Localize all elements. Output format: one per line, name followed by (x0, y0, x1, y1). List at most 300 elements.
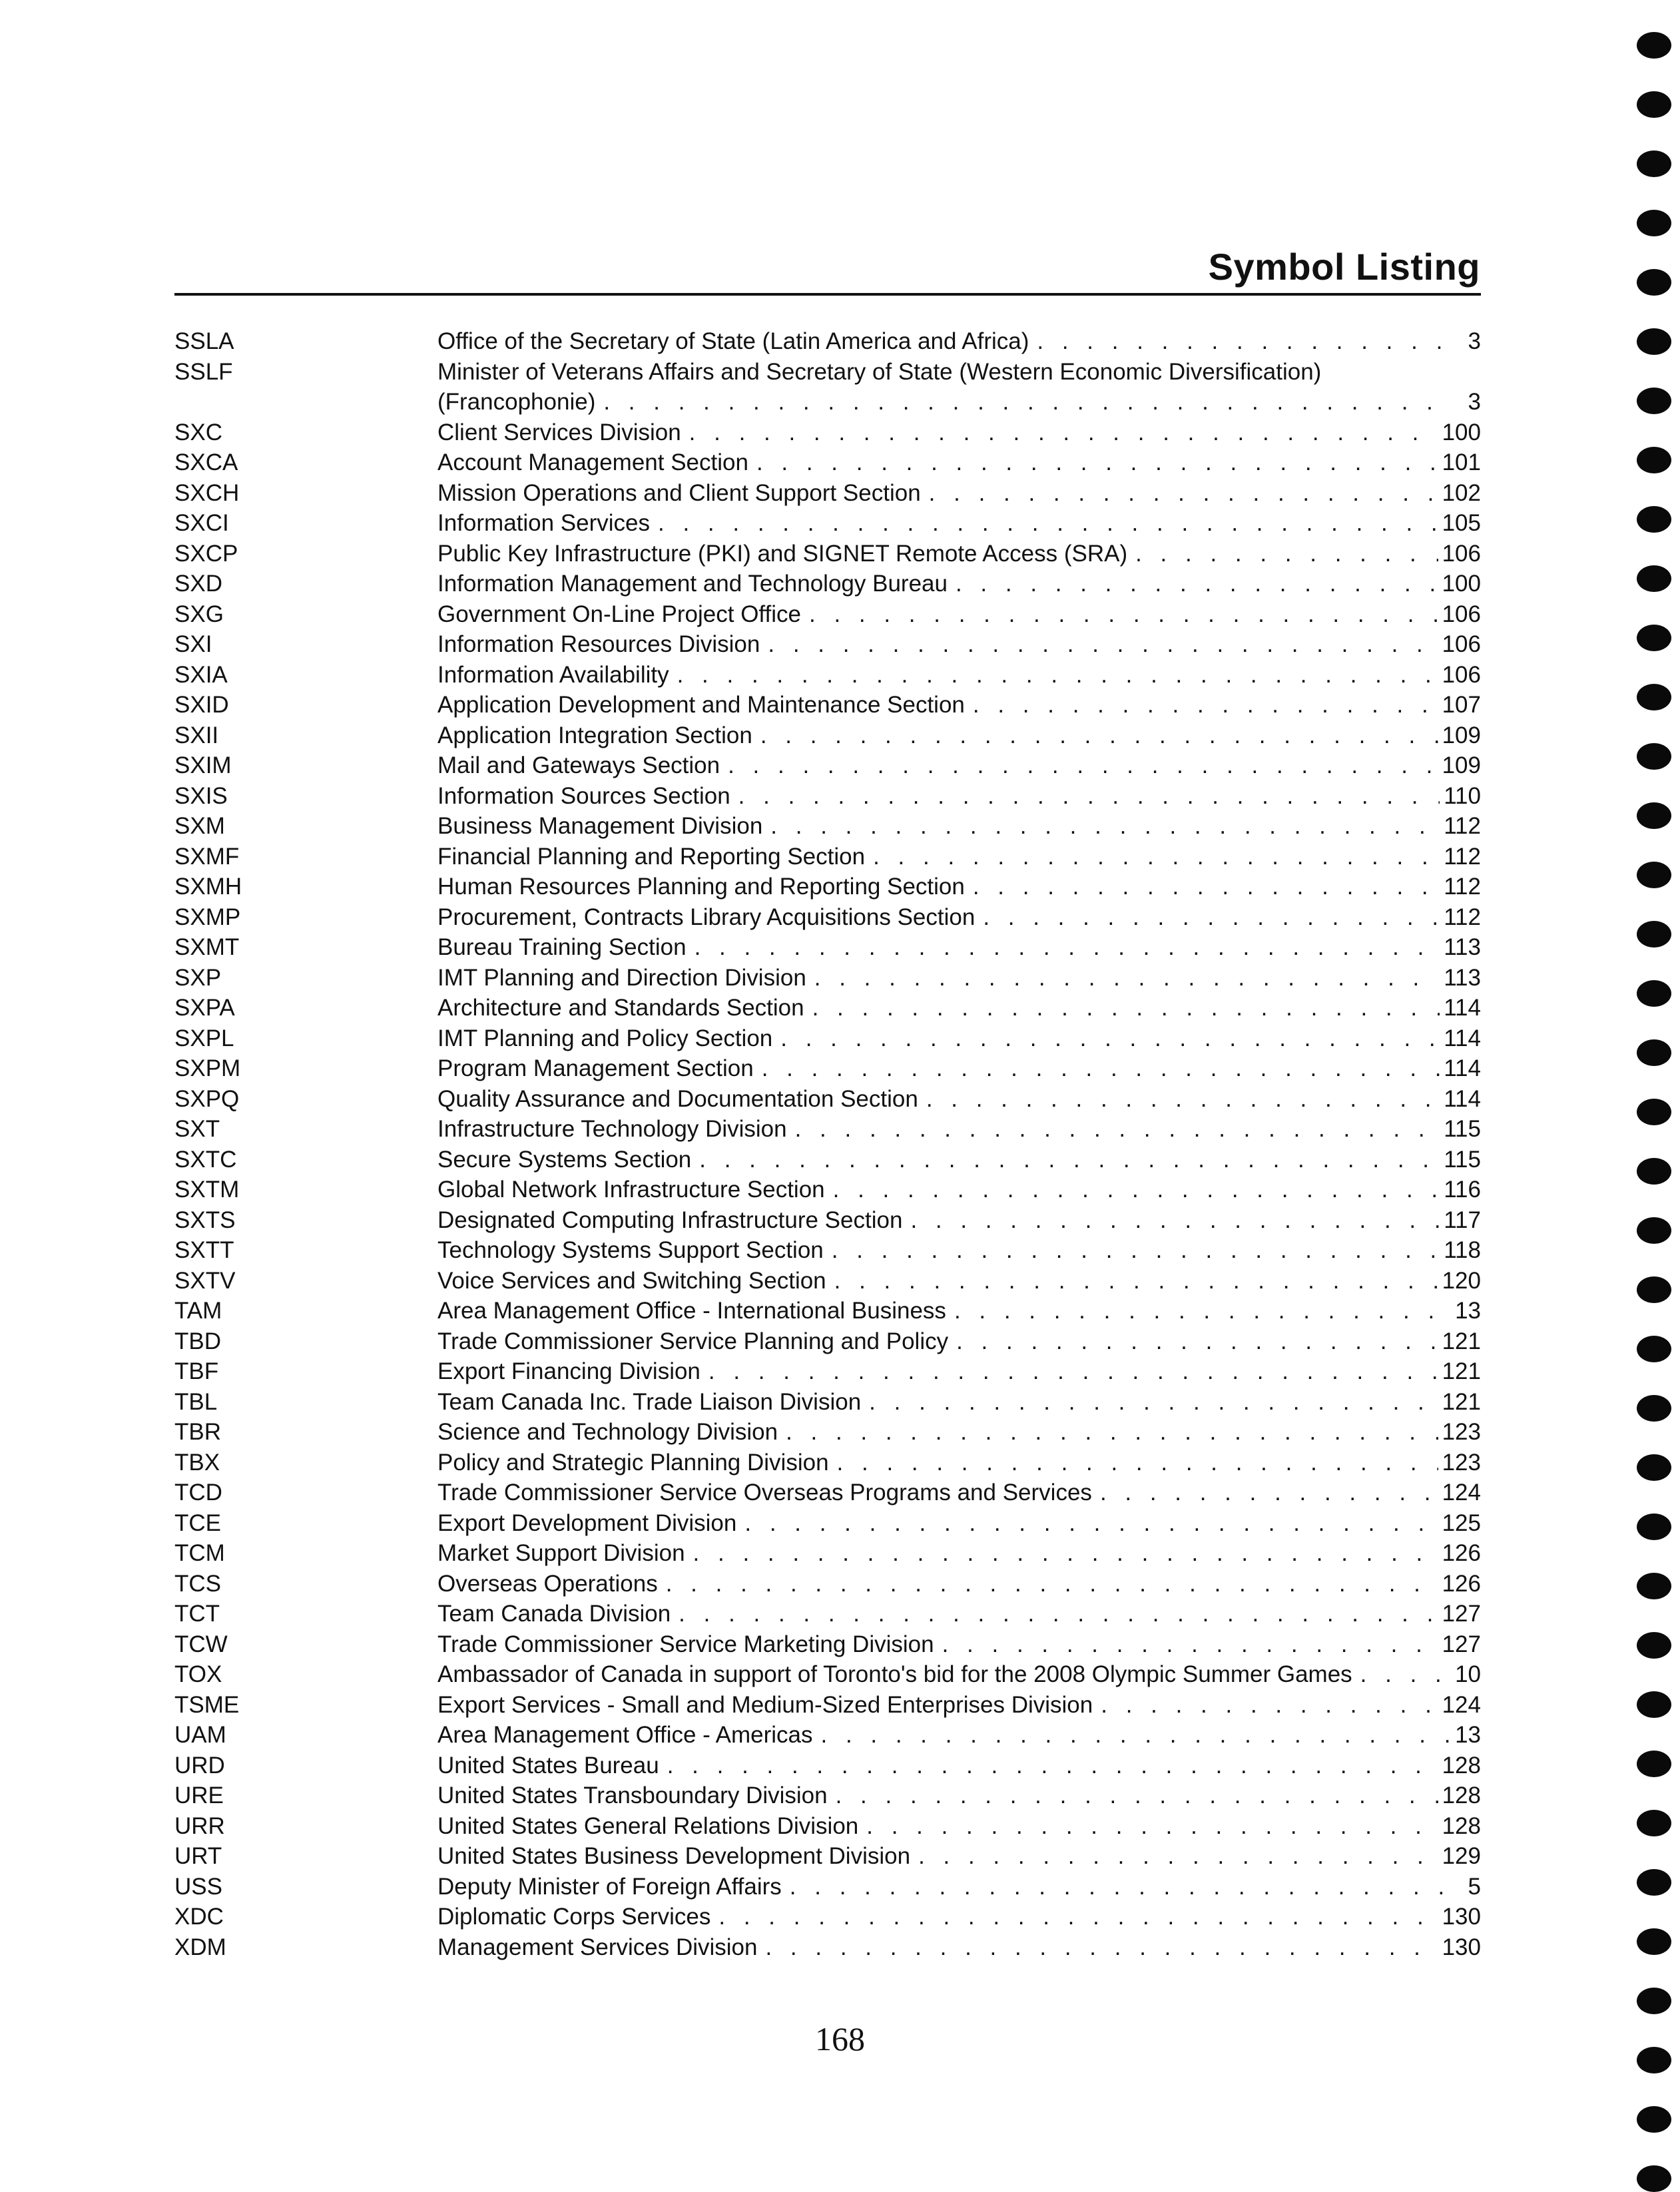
entry-description (437, 326, 1481, 357)
entry-description (437, 1629, 1481, 1660)
description-text: Government On-Line Project Office (437, 601, 801, 627)
description-text: Mission Operations and Client Support Section (437, 479, 921, 506)
symbol-code: URT (174, 1843, 222, 1869)
description-text: Voice Services and Switching Section (437, 1267, 826, 1294)
description-line (437, 872, 1481, 902)
description-text: Export Development Division (437, 1509, 737, 1536)
symbol-code: SSLF (174, 358, 233, 385)
list-item (174, 1478, 1481, 1508)
description-text: Quality Assurance and Documentation Section (437, 1085, 918, 1112)
dot-leader (760, 720, 1438, 751)
dot-leader (973, 690, 1438, 720)
description-text: Trade Commissioner Service Planning and Policy (437, 1328, 949, 1354)
description-text: Application Development and Maintenance Section (437, 692, 965, 718)
page-reference: 120 (1442, 1267, 1481, 1294)
list-item (174, 447, 1481, 478)
page-title: Symbol Listing (1208, 246, 1480, 288)
list-item (174, 1751, 1481, 1781)
description-text: United States Transboundary Division (437, 1782, 828, 1808)
description-line (437, 1023, 1481, 1054)
dot-leader (658, 508, 1438, 539)
list-item (174, 993, 1481, 1023)
symbol-code: SXIA (174, 661, 228, 688)
description-text: United States General Relations Division (437, 1812, 859, 1839)
list-item (174, 569, 1481, 599)
page-reference: 113 (1444, 934, 1481, 960)
list-item (174, 1690, 1481, 1721)
list-item (174, 1417, 1481, 1448)
list-item (174, 690, 1481, 720)
page-reference: 124 (1442, 1691, 1481, 1718)
entry-description (437, 963, 1481, 993)
dot-leader (821, 1720, 1451, 1751)
list-item (174, 1811, 1481, 1842)
description-text: Ambassador of Canada in support of Toronto's bid for the 2008 Olympic Summer Games (437, 1661, 1352, 1687)
description-line (437, 1720, 1481, 1751)
description-text: Export Services - Small and Medium-Sized Enterprises Division (437, 1691, 1093, 1718)
symbol-code: SXCH (174, 479, 240, 506)
symbol-code: TCT (174, 1601, 220, 1627)
symbol-code: SXMH (174, 874, 242, 900)
page-reference: 3 (1468, 328, 1481, 354)
symbol-code: TCW (174, 1631, 228, 1657)
dot-leader (768, 629, 1438, 660)
description-text: Team Canada Division (437, 1601, 671, 1627)
page-reference: 114 (1444, 1025, 1481, 1051)
list-item (174, 1781, 1481, 1811)
page-reference: 124 (1442, 1480, 1481, 1506)
description-line (437, 1266, 1481, 1296)
page-reference: 106 (1442, 540, 1481, 567)
page-reference: 106 (1442, 631, 1481, 657)
entry-description (437, 417, 1481, 448)
description-text: Account Management Section (437, 449, 748, 475)
symbol-code: TOX (174, 1661, 222, 1687)
page-reference: 115 (1444, 1146, 1481, 1173)
description-line (437, 599, 1481, 630)
description-text: Information Management and Technology Bureau (437, 571, 948, 597)
list-item (174, 1932, 1481, 1963)
description-line (437, 1205, 1481, 1236)
symbol-code: URE (174, 1782, 224, 1808)
description-line (437, 387, 1481, 417)
description-line (437, 690, 1481, 720)
entry-description (437, 1356, 1481, 1387)
description-line (437, 447, 1481, 478)
dot-leader (832, 1235, 1440, 1266)
list-item (174, 1538, 1481, 1569)
binding-hole (1637, 388, 1671, 414)
page-reference: 121 (1442, 1328, 1481, 1354)
entry-description (437, 1538, 1481, 1569)
dot-leader (918, 1841, 1438, 1872)
dot-leader (780, 1023, 1440, 1054)
description-line (437, 1932, 1481, 1963)
dot-leader (718, 1902, 1438, 1932)
description-line (437, 993, 1481, 1023)
description-line (437, 1387, 1481, 1418)
symbol-code: SXC (174, 419, 222, 445)
binding-hole (1637, 1454, 1671, 1481)
page-reference: 128 (1442, 1812, 1481, 1839)
entry-description (437, 1205, 1481, 1236)
page-reference: 114 (1444, 1085, 1481, 1112)
description-text: Information Sources Section (437, 782, 730, 809)
page-reference: 112 (1444, 843, 1481, 870)
symbol-code: SXT (174, 1116, 220, 1142)
description-line (437, 478, 1481, 509)
description-text: Financial Planning and Reporting Section (437, 843, 866, 870)
description-text: Area Management Office - International Business (437, 1298, 946, 1324)
binding-hole (1637, 1099, 1671, 1125)
binding-hole (1637, 2047, 1671, 2073)
entry-description (437, 811, 1481, 842)
page-reference: 115 (1444, 1116, 1481, 1142)
page-reference: 101 (1442, 449, 1481, 475)
binding-hole (1637, 980, 1671, 1007)
dot-leader (873, 842, 1440, 872)
dot-leader (809, 599, 1438, 630)
dot-leader (728, 750, 1438, 781)
description-line (437, 326, 1481, 357)
page-reference: 5 (1468, 1873, 1481, 1900)
binding-hole (1637, 210, 1671, 236)
entry-description (437, 1478, 1481, 1508)
description-text: Client Services Division (437, 419, 681, 445)
dot-leader (677, 660, 1438, 690)
dot-leader (679, 1599, 1438, 1629)
description-line (437, 1356, 1481, 1387)
description-text: Trade Commissioner Service Marketing Division (437, 1631, 934, 1657)
list-item (174, 357, 1481, 417)
symbol-code: URD (174, 1752, 225, 1779)
list-item (174, 1720, 1481, 1751)
page-reference: 3 (1468, 389, 1481, 415)
description-line (437, 539, 1481, 569)
description-line (437, 1478, 1481, 1508)
page-reference: 130 (1442, 1904, 1481, 1930)
dot-leader (756, 447, 1438, 478)
list-item (174, 1356, 1481, 1387)
symbol-code: TAM (174, 1298, 222, 1324)
page-reference: 105 (1442, 510, 1481, 536)
page-reference: 129 (1442, 1843, 1481, 1869)
symbol-code: TCM (174, 1540, 225, 1566)
description-text: Management Services Division (437, 1934, 758, 1960)
list-item (174, 417, 1481, 448)
dot-leader (973, 872, 1440, 902)
symbol-code: SXTC (174, 1146, 237, 1173)
description-text: (Francophonie) (437, 389, 596, 415)
page-reference: 118 (1444, 1237, 1481, 1263)
description-line (437, 1053, 1481, 1084)
dot-leader (1037, 326, 1450, 357)
description-line (437, 1690, 1481, 1721)
list-item (174, 720, 1481, 751)
binding-hole (1637, 150, 1671, 177)
symbol-code: SXPA (174, 995, 235, 1021)
description-text: United States Business Development Division (437, 1843, 911, 1869)
list-item (174, 750, 1481, 781)
symbol-code: TBD (174, 1328, 221, 1354)
description-text: Information Services (437, 510, 651, 536)
entry-description (437, 932, 1481, 963)
entry-description (437, 993, 1481, 1023)
dot-leader (667, 1751, 1438, 1781)
description-text: Information Resources Division (437, 631, 760, 657)
entry-description (437, 1053, 1481, 1084)
dot-leader (836, 1781, 1438, 1811)
list-item (174, 599, 1481, 630)
description-text: Trade Commissioner Service Overseas Programs and Services (437, 1480, 1092, 1506)
header-rule (174, 293, 1481, 296)
description-line (437, 508, 1481, 539)
list-item (174, 1629, 1481, 1660)
dot-leader (837, 1448, 1438, 1478)
page-reference: 10 (1455, 1661, 1481, 1687)
binding-hole (1637, 1573, 1671, 1599)
page-reference: 126 (1442, 1540, 1481, 1566)
entry-description (437, 569, 1481, 599)
symbol-code: TCE (174, 1509, 221, 1536)
symbol-code: USS (174, 1873, 222, 1900)
description-line (437, 1811, 1481, 1842)
entry-description (437, 357, 1481, 417)
symbol-code: TCS (174, 1570, 221, 1597)
entry-description (437, 447, 1481, 478)
description-line (437, 1538, 1481, 1569)
list-item (174, 1175, 1481, 1205)
description-line (437, 629, 1481, 660)
description-line (437, 1659, 1481, 1690)
description-text: Secure Systems Section (437, 1146, 692, 1173)
entry-description (437, 508, 1481, 539)
description-line (437, 1235, 1481, 1266)
dot-leader (866, 1811, 1438, 1842)
description-text: Deputy Minister of Foreign Affairs (437, 1873, 782, 1900)
page-reference: 128 (1442, 1752, 1481, 1779)
binding-hole (1637, 802, 1671, 829)
list-item (174, 1659, 1481, 1690)
list-item (174, 1023, 1481, 1054)
binding-hole (1637, 1988, 1671, 2014)
description-line (437, 902, 1481, 933)
dot-leader (708, 1356, 1438, 1387)
symbol-code: TBL (174, 1388, 218, 1415)
list-item (174, 1266, 1481, 1296)
page-reference: 127 (1442, 1601, 1481, 1627)
dot-leader (1101, 1690, 1438, 1721)
symbol-code: SXG (174, 601, 224, 627)
description-line (437, 1417, 1481, 1448)
binding-holes (1637, 0, 1677, 2189)
description-text: Global Network Infrastructure Section (437, 1177, 825, 1203)
list-item (174, 1508, 1481, 1539)
description-text: Office of the Secretary of State (Latin America and Africa) (437, 328, 1029, 354)
list-item (174, 1205, 1481, 1236)
description-line (437, 811, 1481, 842)
binding-hole (1637, 1751, 1671, 1777)
description-line (437, 1114, 1481, 1145)
entry-description (437, 842, 1481, 872)
dot-leader (762, 1053, 1440, 1084)
entry-description (437, 1751, 1481, 1781)
symbol-code: SXMP (174, 904, 241, 930)
description-line (437, 417, 1481, 448)
list-item (174, 842, 1481, 872)
description-text: Designated Computing Infrastructure Section (437, 1207, 903, 1233)
description-line (437, 1326, 1481, 1357)
description-text: Human Resources Planning and Reporting Section (437, 874, 965, 900)
description-line (437, 1902, 1481, 1932)
entry-description (437, 1659, 1481, 1690)
entry-description (437, 1902, 1481, 1932)
description-text: United States Bureau (437, 1752, 659, 1779)
entry-description (437, 1114, 1481, 1145)
page-reference: 123 (1442, 1449, 1481, 1476)
page-reference: 107 (1442, 692, 1481, 718)
description-line (437, 357, 1481, 388)
description-line (437, 1296, 1481, 1326)
description-text: Public Key Infrastructure (PKI) and SIGNET Remote Access (SRA) (437, 540, 1128, 567)
dot-leader (695, 932, 1440, 963)
dot-leader (1135, 539, 1438, 569)
page-reference: 100 (1442, 419, 1481, 445)
binding-hole (1637, 1336, 1671, 1362)
description-text: Mail and Gateways Section (437, 752, 720, 778)
page-reference: 114 (1444, 995, 1481, 1021)
symbol-code: TBR (174, 1419, 221, 1445)
entry-description (437, 539, 1481, 569)
symbol-code: SXIS (174, 782, 228, 809)
description-text: Diplomatic Corps Services (437, 1904, 711, 1930)
description-text: Minister of Veterans Affairs and Secretary of State (Western Economic Diversification) (437, 358, 1322, 385)
description-text: Overseas Operations (437, 1570, 658, 1597)
entry-description (437, 1720, 1481, 1751)
binding-hole (1637, 1395, 1671, 1422)
list-item (174, 508, 1481, 539)
binding-hole (1637, 743, 1671, 770)
entry-description (437, 1690, 1481, 1721)
description-text: Business Management Division (437, 813, 763, 839)
list-item (174, 902, 1481, 933)
page-reference: 100 (1442, 571, 1481, 597)
entry-description (437, 1872, 1481, 1902)
page-reference: 13 (1455, 1298, 1481, 1324)
dot-leader (689, 417, 1438, 448)
entry-description (437, 720, 1481, 751)
binding-hole (1637, 91, 1671, 118)
symbol-code: SXP (174, 964, 222, 991)
dot-leader (666, 1569, 1438, 1599)
description-text: Policy and Strategic Planning Division (437, 1449, 829, 1476)
symbol-code: SXII (174, 722, 219, 748)
binding-hole (1637, 1276, 1671, 1303)
entry-description (437, 478, 1481, 509)
page-reference: 127 (1442, 1631, 1481, 1657)
binding-hole (1637, 921, 1671, 948)
entry-description (437, 1023, 1481, 1054)
symbol-code: SXD (174, 571, 222, 597)
binding-hole (1637, 1039, 1671, 1066)
list-item (174, 1084, 1481, 1115)
description-text: Infrastructure Technology Division (437, 1116, 787, 1142)
entry-description (437, 1599, 1481, 1629)
symbol-code: SXI (174, 631, 212, 657)
symbol-code: SXPQ (174, 1085, 240, 1112)
list-item (174, 660, 1481, 690)
symbol-code: SXIM (174, 752, 232, 778)
symbol-code: TBF (174, 1358, 219, 1384)
dot-leader (869, 1387, 1438, 1418)
binding-hole (1637, 1691, 1671, 1718)
entry-description (437, 1932, 1481, 1963)
symbol-code: SXTM (174, 1177, 240, 1203)
binding-hole (1637, 506, 1671, 533)
description-line (437, 1751, 1481, 1781)
entry-description (437, 1508, 1481, 1539)
symbol-code: SXMF (174, 843, 240, 870)
dot-leader (1360, 1659, 1450, 1690)
dot-leader (744, 1508, 1438, 1539)
dot-leader (786, 1417, 1438, 1448)
list-item (174, 539, 1481, 569)
binding-hole (1637, 447, 1671, 473)
page-reference: 109 (1442, 752, 1481, 778)
entry-description (437, 1841, 1481, 1872)
dot-leader (699, 1145, 1440, 1175)
description-text: Information Availability (437, 661, 669, 688)
page-reference: 109 (1442, 722, 1481, 748)
dot-leader (814, 963, 1440, 993)
symbol-code: SXTV (174, 1267, 236, 1294)
description-text: IMT Planning and Policy Section (437, 1025, 773, 1051)
page-reference: 13 (1455, 1722, 1481, 1748)
symbol-code: SXID (174, 692, 229, 718)
entry-description (437, 902, 1481, 933)
page-reference: 106 (1442, 661, 1481, 688)
entry-description (437, 872, 1481, 902)
description-line (437, 1448, 1481, 1478)
description-line (437, 932, 1481, 963)
symbol-code: TSME (174, 1691, 240, 1718)
binding-hole (1637, 1632, 1671, 1659)
description-text: IMT Planning and Direction Division (437, 964, 806, 991)
list-item (174, 1902, 1481, 1932)
list-item (174, 1569, 1481, 1599)
page-reference: 102 (1442, 479, 1481, 506)
list-item (174, 1326, 1481, 1357)
entry-description (437, 1145, 1481, 1175)
binding-hole (1637, 1810, 1671, 1836)
list-item (174, 629, 1481, 660)
list-item (174, 1114, 1481, 1145)
symbol-code: SXPL (174, 1025, 234, 1051)
page-reference: 126 (1442, 1570, 1481, 1597)
binding-hole (1637, 625, 1671, 651)
description-line (437, 720, 1481, 751)
page-reference: 113 (1444, 964, 1481, 991)
dot-leader (910, 1205, 1440, 1236)
binding-hole (1637, 2165, 1671, 2192)
entry-description (437, 750, 1481, 781)
description-line (437, 1629, 1481, 1660)
entry-description (437, 781, 1481, 812)
description-line (437, 1569, 1481, 1599)
description-line (437, 1841, 1481, 1872)
binding-hole (1637, 565, 1671, 592)
description-line (437, 1781, 1481, 1811)
